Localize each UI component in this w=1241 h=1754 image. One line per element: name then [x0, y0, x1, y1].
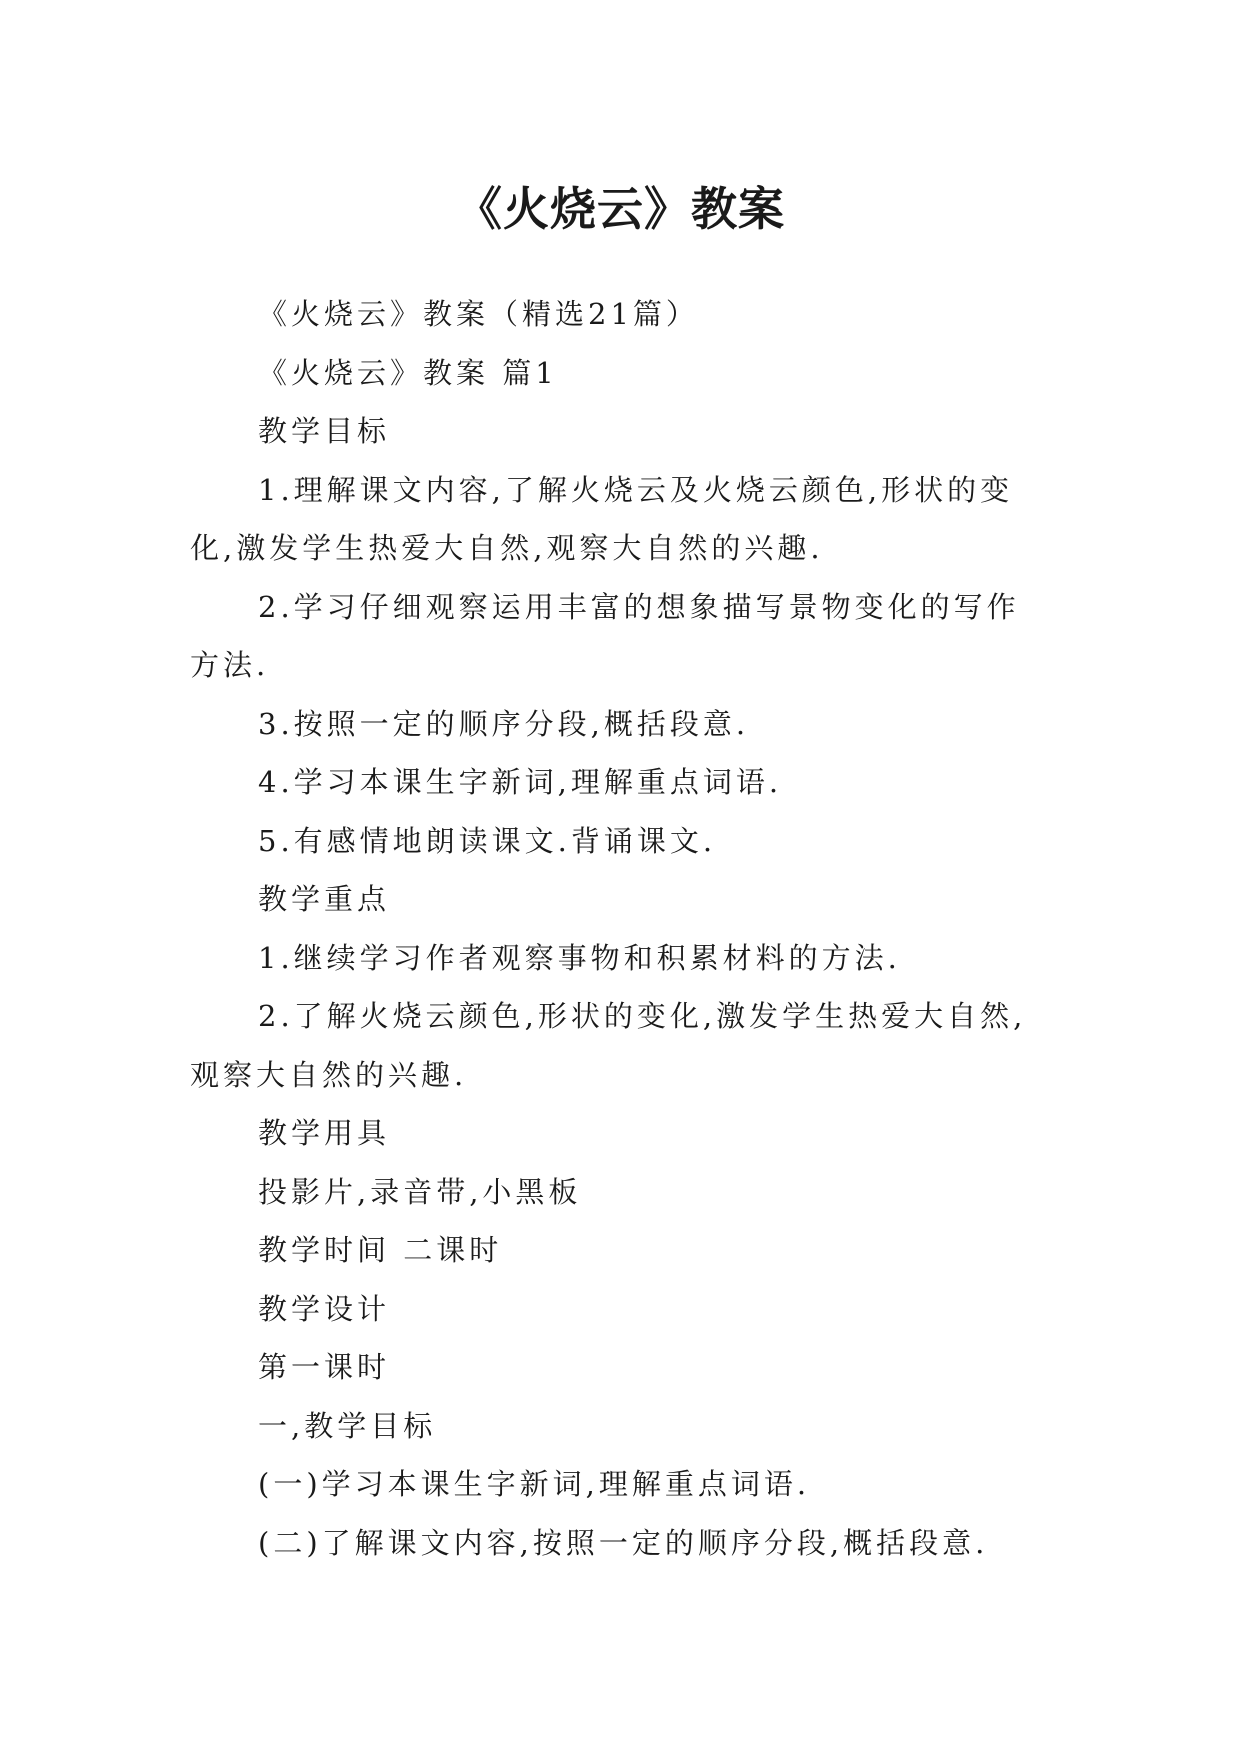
paragraph-goal-3: 3.按照一定的顺序分段,概括段意. — [258, 706, 750, 741]
paragraph-goal-2: 2.学习仔细观察运用丰富的想象描写景物变化的写作方法. — [190, 589, 1020, 682]
paragraph-first-lesson: 第一课时 — [258, 1350, 391, 1384]
paragraph-lesson-goal-2: (二)了解课文内容,按照一定的顺序分段,概括段意. — [258, 1525, 989, 1560]
paragraph-teaching-design-heading: 教学设计 — [258, 1291, 391, 1326]
paragraph-lesson-goals-heading: 一,教学目标 — [258, 1408, 437, 1443]
document-title: 《火烧云》教案 — [456, 181, 785, 236]
paragraph-teaching-tools: 投影片,录音带,小黑板 — [258, 1174, 582, 1209]
paragraph-key-point-1: 1.继续学习作者观察事物和积累材料的方法. — [258, 940, 901, 975]
paragraph-lesson-goal-1: (一)学习本课生字新词,理解重点词语. — [258, 1467, 811, 1501]
paragraph-section-heading: 《火烧云》教案 篇1 — [258, 355, 558, 390]
paragraph-goal-5: 5.有感情地朗读课文.背诵课文. — [258, 823, 717, 858]
paragraph-teaching-tools-heading: 教学用具 — [258, 1116, 391, 1150]
paragraph-teaching-goals-heading: 教学目标 — [258, 414, 391, 448]
paragraph-goal-4: 4.学习本课生字新词,理解重点词语. — [258, 765, 783, 799]
document-body — [190, 285, 1052, 1572]
paragraph-key-points-heading: 教学重点 — [258, 882, 391, 916]
paragraph-teaching-time: 教学时间 二课时 — [258, 1233, 503, 1267]
paragraph-goal-1: 1.理解课文内容,了解火烧云及火烧云颜色,形状的变化,激发学生热爱大自然,观察大自然的兴趣. — [190, 472, 1014, 565]
paragraph-key-point-2: 2.了解火烧云颜色,形状的变化,激发学生热爱大自然,观察大自然的兴趣. — [190, 999, 1027, 1092]
paragraph-subtitle: 《火烧云》教案（精选21篇） — [258, 297, 699, 331]
